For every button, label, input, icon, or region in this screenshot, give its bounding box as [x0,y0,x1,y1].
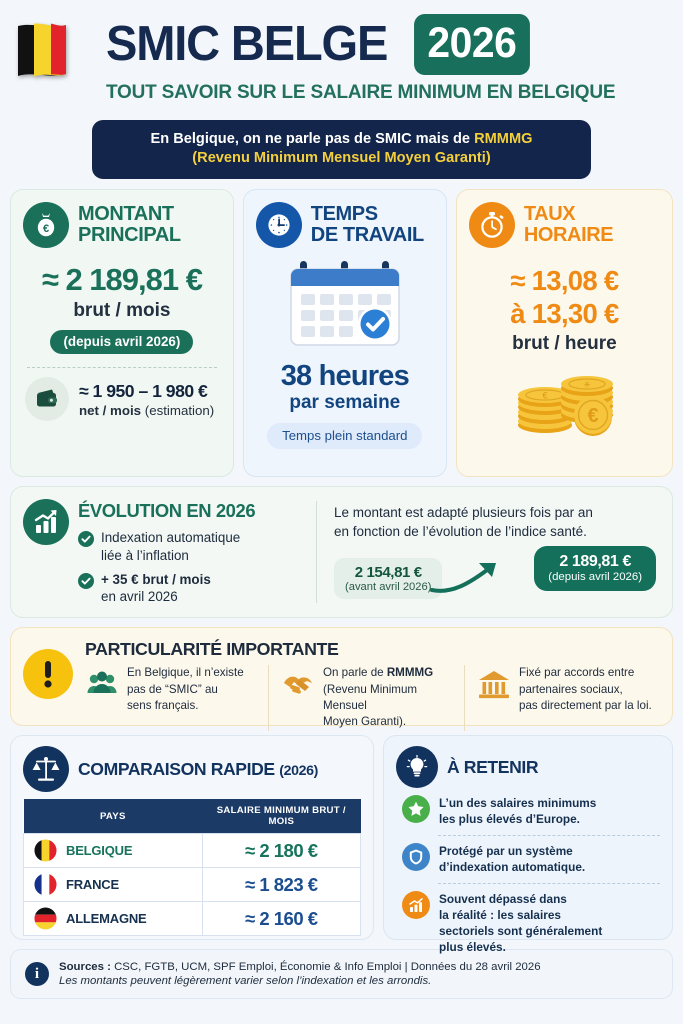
germany-flag-icon [34,907,57,930]
retenir-item-1-l2: les plus élevés d’Europe. [439,812,580,827]
country-cell-allemagne [24,902,203,936]
card-temps-title-l2: DE TRAVAIL [310,224,424,247]
evolution-comparison [334,550,658,606]
banner-line-1-text: En Belgique, on ne parle pas de SMIC mais de [150,131,475,147]
evolution-bullet-1-text [101,529,240,564]
year-badge: 2026 [414,14,530,75]
card-taux-title-l2: HORAIRE [523,224,614,247]
temps-hours: 38 heures [280,360,409,393]
country-name-allemagne: ALLEMAGNE [66,911,147,927]
banner-line-2: (Revenu Minimum Mensuel Moyen Garanti) [192,150,491,167]
montant-net-label [79,403,214,418]
evolution-after-value: 2 189,81 € [559,553,631,571]
montant-net-label-bold: net / mois [79,402,145,418]
card-temps-header [244,190,446,248]
retenir-item-2-text [439,843,585,876]
card-taux-title-l1: TAUX [523,203,576,226]
value-cell-france: ≈ 1 823 € [202,868,360,902]
comparison-table [23,799,361,936]
evolution-bullet-2-l2: en avril 2026 [101,589,178,605]
country-name-france: FRANCE [66,877,119,893]
scales-icon [23,746,69,792]
taux-rate-label: brut / heure [512,333,617,355]
retenir-item-2 [396,836,660,876]
evolution-before-chip [334,558,442,599]
exclamation-icon [23,649,73,699]
bottom-row [10,735,673,954]
particularite-item-1-l2: pas de “SMIC” au [127,682,218,696]
page-subtitle: TOUT SAVOIR SUR LE SALAIRE MINIMUM EN BELGIQUE [106,82,616,103]
comparaison-title-text: COMPARAISON RAPIDE [78,758,275,779]
euro-coins-icon [499,359,629,437]
svg-text:€: € [542,390,548,401]
evolution-description-l1: Le montant est adapté plusieurs fois par an [334,505,593,521]
footer-text [59,961,541,987]
particularite-item-2-l1: On parle de RMMMG [323,666,434,680]
info-icon: i [25,962,49,986]
evolution-description [334,503,658,541]
particularite-item-3-l3: pas directement par la loi. [519,699,652,713]
banner-line-1 [102,129,581,149]
card-taux-title [524,204,613,246]
evolution-right [317,487,672,617]
evolution-title: ÉVOLUTION EN 2026 [78,500,256,522]
retenir-item-3-l1: Souvent dépassé dans [439,891,567,906]
montant-amount: ≈ 2 189,81 € [41,262,202,298]
card-temps-title [311,204,424,246]
wallet-icon [25,377,69,421]
card-montant-title-l2: PRINCIPAL [78,224,181,247]
particularite-item-3-l2: partenaires sociaux, [519,682,623,696]
clock-icon [256,202,302,248]
particularite-item-1-l3: sens français. [127,699,199,713]
retenir-title: À RETENIR [447,756,539,777]
bar-chart-up-icon [402,891,430,919]
evolution-description-l2: en fonction de l’évolution de l’indice santé. [334,524,587,540]
retenir-item-2-l1: Protégé par un système [439,843,573,858]
taux-rate-min: ≈ 13,08 € [510,265,619,297]
footer-note: Les montants peuvent légèrement varier selon l’indexation et les arrondis. [59,975,432,988]
footer [10,949,673,999]
table-header-row [24,799,361,834]
evolution-before-label: (avant avril 2026) [345,581,432,594]
calendar-check-icon [286,259,404,351]
svg-text:€: € [42,223,50,236]
particularite-item-3-text [519,665,652,714]
comparaison-title [78,759,318,780]
evolution-before-value: 2 154,81 € [354,564,422,582]
check-circle-icon [78,531,94,547]
table-row[interactable] [24,868,361,902]
evolution-bullet-2 [78,571,255,606]
evolution-bullet-2-l1: + 35 € brut / mois [101,571,211,587]
france-flag-icon [34,873,57,896]
retenir-item-1 [396,788,660,828]
column-header-salaire: SALAIRE MINIMUM BRUT / MOIS [202,799,360,834]
people-group-icon [85,667,119,701]
belgium-flag-icon [14,14,100,80]
retenir-header [396,746,660,788]
evolution-bullet-1-l1: Indexation automatique [101,530,241,546]
info-banner [92,120,591,179]
montant-net-label-rest: (estimation) [144,402,215,418]
star-icon [402,795,430,823]
belgium-flag [14,20,90,80]
particularite-item-1 [85,665,268,731]
curved-arrow-icon [429,554,509,598]
evolution-left [11,487,316,617]
svg-text:✳: ✳ [583,379,592,390]
card-montant-principal [10,189,234,477]
retenir-item-3-l3: sectoriels sont généralement [439,923,603,938]
evolution-bullet-1 [78,529,255,564]
retenir-item-3-l4: plus élevés. [439,939,506,954]
shield-icon [402,843,430,871]
montant-net-row [11,368,233,421]
taux-rate-max: à 13,30 € [510,298,619,330]
institution-icon [477,667,511,701]
growth-chart-icon [23,499,69,545]
particularite-body [73,639,660,729]
particularite-item-3 [464,665,660,731]
evolution-text-block [78,499,255,617]
table-row[interactable] [24,902,361,936]
column-header-pays: PAYS [24,799,203,834]
retenir-item-1-text [439,795,596,828]
card-comparaison [10,735,374,940]
card-montant-title [78,204,181,246]
key-figures-row [10,189,673,477]
card-temps-de-travail [243,189,447,477]
card-taux-header [457,190,672,248]
footer-sources-label: Sources : [59,961,115,974]
comparaison-year: (2026) [279,762,318,779]
card-a-retenir [383,735,673,954]
banner-highlight: RMMMG [474,131,533,147]
country-name-belgique: BELGIQUE [66,843,133,859]
evolution-bullet-2-text [101,571,211,606]
belgium-flag-icon [34,839,57,862]
table-row[interactable] [24,834,361,868]
particularite-item-2-text [323,665,456,731]
page-title: SMIC BELGE [106,17,388,71]
retenir-item-3-text [439,891,602,956]
card-temps-title-l1: TEMPS [310,203,378,226]
retenir-item-2-l2: d’indexation automatique. [439,859,586,874]
value-cell-allemagne: ≈ 2 160 € [202,902,360,936]
footer-sources-text: CSC, FGTB, UCM, SPF Emploi, Économie & Info Emploi | Données du 28 avril 2026 [114,961,541,974]
country-cell-belgique [24,834,203,868]
temps-pill: Temps plein standard [267,423,422,449]
svg-text:€: € [587,405,599,428]
temps-hours-sub: par semaine [289,392,401,414]
country-cell-france [24,868,203,902]
check-circle-icon [78,573,94,589]
card-particularite [10,627,673,729]
particularite-item-2-l3: Moyen Garanti). [323,715,407,729]
evolution-bullet-1-l2: liée à l’inflation [101,547,189,563]
particularite-item-1-l1: En Belgique, il n’existe [127,666,244,680]
lightbulb-icon [396,746,438,788]
particularite-item-2-bold: RMMMG [386,666,434,680]
retenir-item-3 [396,884,660,956]
montant-amount-label: brut / mois [73,300,171,322]
particularite-columns [85,665,660,731]
evolution-after-label: (depuis avril 2026) [548,571,642,584]
particularite-title: PARTICULARITÉ IMPORTANTE [85,639,339,660]
montant-date-pill: (depuis avril 2026) [50,330,193,354]
money-bag-icon [23,202,69,248]
particularite-item-3-l1: Fixé par accords entre [519,666,635,680]
retenir-item-1-l1: L’un des salaires minimums [439,796,597,811]
card-taux-horaire [456,189,673,477]
card-montant-header [11,190,233,248]
header [10,0,673,112]
particularite-item-2 [268,665,464,731]
card-montant-title-l1: MONTANT [78,203,174,226]
footer-sources [59,961,541,973]
stopwatch-icon [469,202,515,248]
card-evolution [10,486,673,618]
particularite-item-1-text [127,665,244,714]
handshake-icon [281,667,315,701]
retenir-item-3-l2: la réalité : les salaires [439,907,561,922]
montant-net-value: ≈ 1 950 – 1 980 € [79,380,208,401]
evolution-after-chip [534,546,656,591]
value-cell-belgique: ≈ 2 180 € [202,834,360,868]
particularite-item-2-l2: (Revenu Minimum Mensuel [323,682,418,713]
comparaison-header [23,746,361,792]
